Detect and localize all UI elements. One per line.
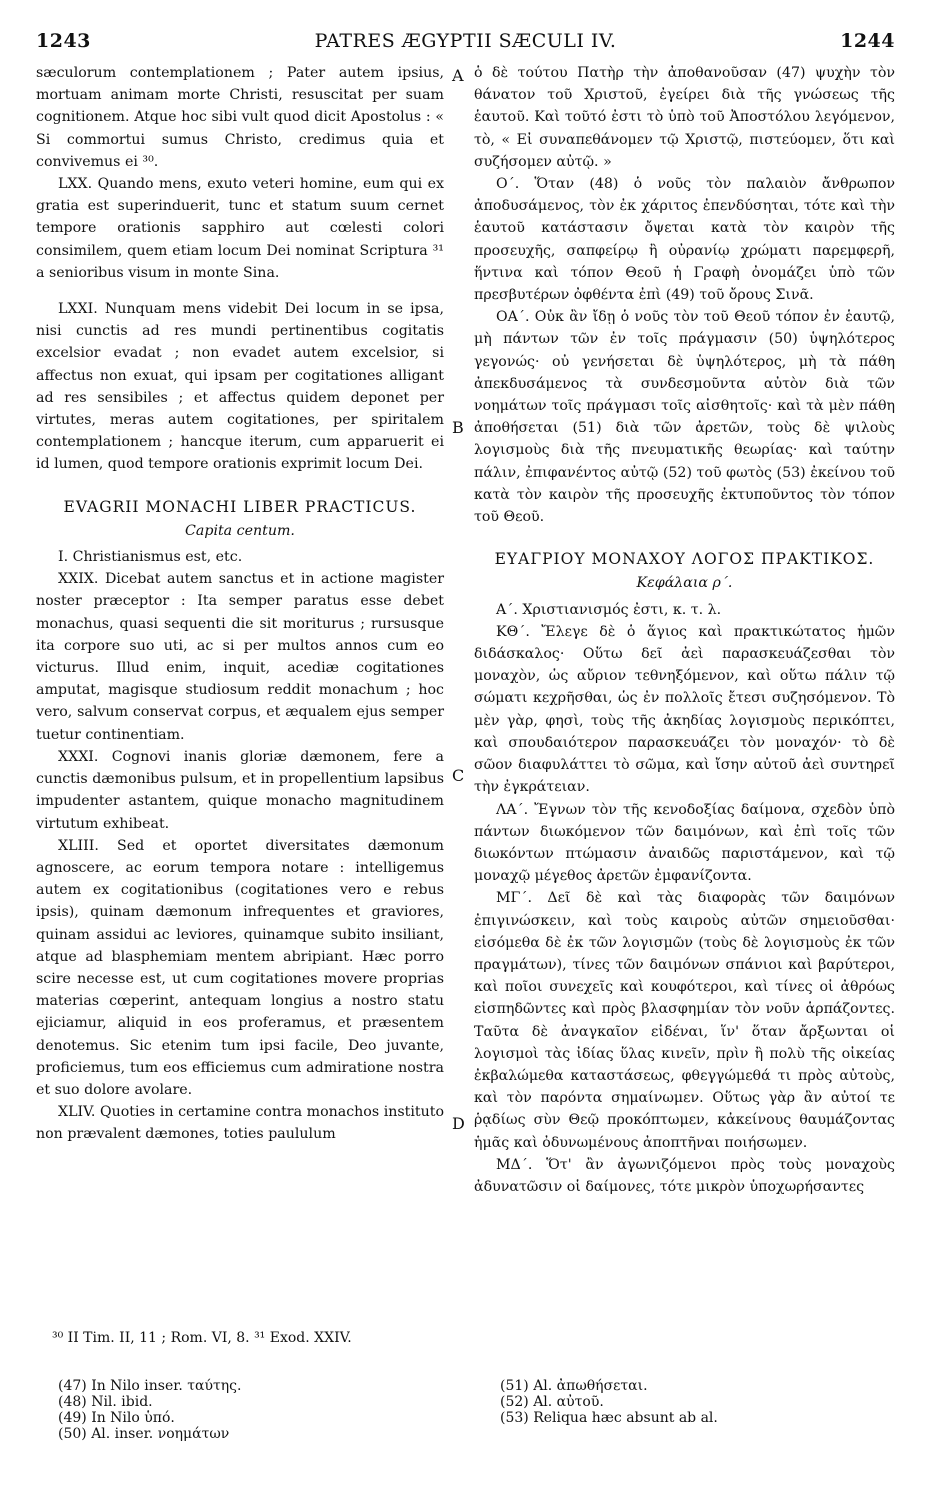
footnote: (48) Nil. ibid. [58, 1394, 153, 1410]
footnote: (51) Al. ἀπωθήσεται. [500, 1378, 648, 1394]
greek-paragraph: ΛΑ΄. Ἔγνων τὸν τῆς κενοδοξίας δαίμονα, σχεδὸν ὑπὸ πάντων διωκόμενον τῶν δαιμόνων, καὶ ἐπὶ τοῖς τῶν διωκόντων πτώμασιν ἀναιδῶς παριστάμενον, καὶ τῷ μοναχῷ μέγεθος ἀρετῶν ἐμφανίζοντα. [474, 801, 895, 885]
greek-paragraph: ΜΓ΄. Δεῖ δὲ καὶ τὰς διαφορὰς τῶν δαιμόνων ἐπιγινώσκειν, καὶ τοὺς καιροὺς αὐτῶν σημειοῦσθαι· εἰσόμεθα δὲ ἐκ τῶν λογισμῶν (τοὺς δὲ λογισμοὺς ἐκ τῶν πραγμάτων), τίνες τῶν δαιμόνων σπάνιοι καὶ βαρύτεροι, καὶ ποῖοι συνεχεῖς καὶ κουφότεροι, καὶ τίνες οἱ ἀθρόως εἰσπηδῶντες καὶ πρὸς βλασφημίαν τὸν νοῦν ἁρπάζοντες. Ταῦτα δὲ ἀναγκαῖον εἰδέναι, ἵν' ὅταν ἄρξωνται οἱ λογισμοὶ τὰς ἰδίας ὕλας κινεῖν, πρὶν ἢ πολὺ τῆς οἰκείας ἐκβαλώμεθα καταστάσεως, φθεγγώμεθά τι πρὸς αὐτοὺς, καὶ τὸν παρόντα σημαίνωμεν. Οὕτως γὰρ ἂν αὐτοί τε ῥᾳδίως σὺν Θεῷ προκόπτωμεν, κἀκείνους θαυμάζοντας ἡμᾶς καὶ ὀδυνωμένους ἀποπτῆναι ποιήσωμεν. [474, 890, 895, 1151]
latin-paragraph: LXX. Quando mens, exuto veteri homine, eum qui ex gratia est superinduerit, tunc et statum suum cernet tempore orationis sapphiro aut cœlesti colori consimilem, quem etiam locum Dei nominat Scriptura ³¹ a senioribus visum in monte Sina. [36, 176, 444, 281]
latin-column [36, 62, 444, 1146]
footnote: (50) Al. inser. νοημάτων [58, 1426, 230, 1442]
page-number-right: 1244 [840, 30, 895, 52]
latin-paragraph: XXXI. Cognovi inanis gloriæ dæmonem, fere a cunctis dæmonibus pulsum, et in propellentium lapsibus impudenter astantem, quique monacho magnitudinem virtutum exhibeat. [36, 748, 444, 832]
footnote: (47) In Nilo inser. ταύτης. [58, 1378, 242, 1394]
margin-letter-a: A [452, 66, 464, 85]
latin-section-title: EVAGRII MONACHI LIBER PRACTICUS. [63, 497, 417, 516]
footnote: (52) Al. αὐτοῦ. [500, 1394, 604, 1410]
latin-paragraph: LXXI. Nunquam mens videbit Dei locum in se ipsa, nisi cunctis ad res mundi pertinentibus cogitatis excelsior evadat ; non evadet autem excelsior, si affectus non exuat, qui ipsam per cogitationes alligant ad res sensibiles ; et affectus quidem deponet per virtutes, meras autem cogitationes, per spiritalem contemplationem ; hancque iterum, cum apparuerit ei id lumen, quod tempore orationis exprimit locum Dei. [36, 301, 444, 473]
page-number-left: 1243 [36, 30, 91, 52]
footnotes-left [58, 1378, 438, 1442]
latin-paragraph: XLIII. Sed et oportet diversitates dæmonum agnoscere, ac eorum tempora notare : intelligemus autem ex cogitationibus (cogitationes vero e rebus ipsis), quinam dæmonum infrequentes et graviores, quinam assidui ac leviores, quinamque subito insiliant, atque ad blasphemiam mentem abripiant. Hæc porro scire necesse est, ut cum cogitationes movere proprias materias cœperint, antequam longius a nostro statu ejiciamur, aliquid in eos proferamus, et præsentem denotemus. Sic etenim tum ipsi facile, Deo juvante, proficiemus, tum eos efficiemus cum admiratione nostra et suo dolore avolare. [36, 837, 444, 1098]
greek-paragraph: Ο΄. Ὅταν (48) ὁ νοῦς τὸν παλαιὸν ἄνθρωπον ἀποδυσάμενος, τὸν ἐκ χάριτος ἐπενδύσηται, τότε καὶ τὴν ἑαυτοῦ κατάστασιν ὄψεται κατὰ τὸν καιρὸν τῆς προσευχῆς, σαπφείρῳ ἢ οὐρανίῳ χρώματι παρεμφερῆ, ἥντινα καὶ τόπον Θεοῦ ἡ Γραφὴ ὀνομάζει ὑπὸ τῶν πρεσβυτέρων ὀφθέντα ἐπὶ (49) τοῦ ὄρους Σινᾶ. [474, 176, 895, 304]
greek-section-title: ΕΥΑΓΡΙΟΥ ΜΟΝΑΧΟΥ ΛΟΓΟΣ ΠΡΑΚΤΙΚΟΣ. [494, 550, 875, 569]
greek-paragraph: ΜΔ΄. Ὅτ' ἂν ἀγωνιζόμενοι πρὸς τοὺς μοναχοὺς ἀδυνατῶσιν οἱ δαίμονες, τότε μικρὸν ὑποχωρήσαντες [474, 1156, 895, 1195]
greek-paragraph: ΟΑ΄. Οὐκ ἂν ἴδῃ ὁ νοῦς τὸν τοῦ Θεοῦ τόπον ἐν ἑαυτῷ, μὴ πάντων τῶν ἐν τοῖς πράγμασιν (50) ὑψηλότερος γεγονώς· οὐ γενήσεται δὲ ὑψηλότερος, μὴ τὰ πάθη ἀπεκδυσάμενος τὰ συνδεσμοῦντα αὐτὸν διὰ τῶν νοημάτων τοῖς πράγμασι τοῖς αἰσθητοῖς· καὶ τὰ μὲν πάθη ἀποθήσεται (51) διὰ τῶν ἀρετῶν, τοὺς δὲ ψιλοὺς λογισμοὺς διὰ τῆς πνευματικῆς θεωρίας· καὶ ταύτην πάλιν, ἐπιφανέντος αὐτῷ (52) τοῦ φωτὸς (53) ἐκείνου τοῦ κατὰ τὸν καιρὸν τῆς προσευχῆς ἐκτυποῦντος τὸν τόπον τοῦ Θεοῦ. [474, 309, 895, 526]
latin-section-subtitle: Capita centum. [185, 522, 295, 539]
running-title: PATRES ÆGYPTII SÆCULI IV. [314, 30, 617, 52]
greek-paragraph: Α΄. Χριστιανισμός ἐστι, κ. τ. λ. [496, 601, 722, 618]
scripture-references: ³⁰ II Tim. II, 11 ; Rom. VI, 8. ³¹ Exod. XXIV. [52, 1330, 352, 1346]
margin-letter-c: C [452, 766, 465, 785]
running-header [36, 30, 895, 58]
footnote: (49) In Nilo ὑπό. [58, 1410, 175, 1426]
latin-paragraph: XLIV. Quoties in certamine contra monachos instituto non prævalent dæmones, toties paululum [36, 1104, 444, 1143]
greek-paragraph: ὁ δὲ τούτου Πατὴρ τὴν ἀποθανοῦσαν (47) ψυχὴν τὸν θάνατον τοῦ Χριστοῦ, ἐγείρει διὰ τῆς γνώσεως τῆς ἑαυτοῦ. Καὶ τοῦτό ἐστι τὸ ὑπὸ τοῦ Ἀποστόλου λεγόμενον, τὸ, « Εἰ συναπεθάνομεν τῷ Χριστῷ, πιστεύομεν, ὅτι καὶ συζήσομεν αὐτῷ. » [474, 65, 895, 170]
footnote: (53) Reliqua hæc absunt ab al. [500, 1410, 718, 1426]
latin-paragraph: XXIX. Dicebat autem sanctus et in actione magister noster præceptor : Ita semper paratus esse debet monachus, quasi sequenti die sit moriturus ; rursusque ita corpore suo uti, ac si per multos annos cum eo victurus. Illud enim, inquit, acediæ cogitationes amputat, magisque studiosum reddit monachum ; hoc vero, salvum conservat corpus, et æqualem ejus semper tuetur continentiam. [36, 571, 444, 743]
greek-column [474, 62, 895, 1198]
greek-section-subtitle: Κεφάλαια ρ΄. [636, 575, 733, 592]
greek-paragraph: ΚΘ΄. Ἔλεγε δὲ ὁ ἅγιος καὶ πρακτικώτατος ἡμῶν διδάσκαλος· Οὕτω δεῖ ἀεὶ παρασκευάζεσθαι τὸν μοναχὸν, ὡς αὔριον τεθνηξόμενον, καὶ οὕτω πάλιν τῷ σώματι κεχρῆσθαι, ὡς ἐν πολλοῖς ἔτεσι συζησόμενον. Τὸ μὲν γὰρ, φησὶ, τοὺς τῆς ἀκηδίας λογισμοὺς περικόπτει, καὶ σπουδαιότερον παρασκευάζει τὸν μοναχόν· τὸ δὲ σῶον διαφυλάττει τὸ σῶμα, καὶ ἴσην αὐτοῦ ἀεὶ συντηρεῖ τὴν ἐγκράτειαν. [474, 623, 895, 796]
latin-paragraph: I. Christianismus est, etc. [58, 549, 243, 566]
margin-letter-d: D [452, 1114, 465, 1133]
latin-paragraph: sæculorum contemplationem ; Pater autem ipsius, mortuam animam morte Christi, resuscitat per suam cognitionem. Atque hoc sibi vult quod dicit Apostolus : « Si commortui sumus Christo, credimus quia et convivemus ei ³⁰. [36, 65, 444, 170]
footnotes-right [500, 1378, 880, 1426]
margin-letter-b: B [452, 418, 464, 437]
